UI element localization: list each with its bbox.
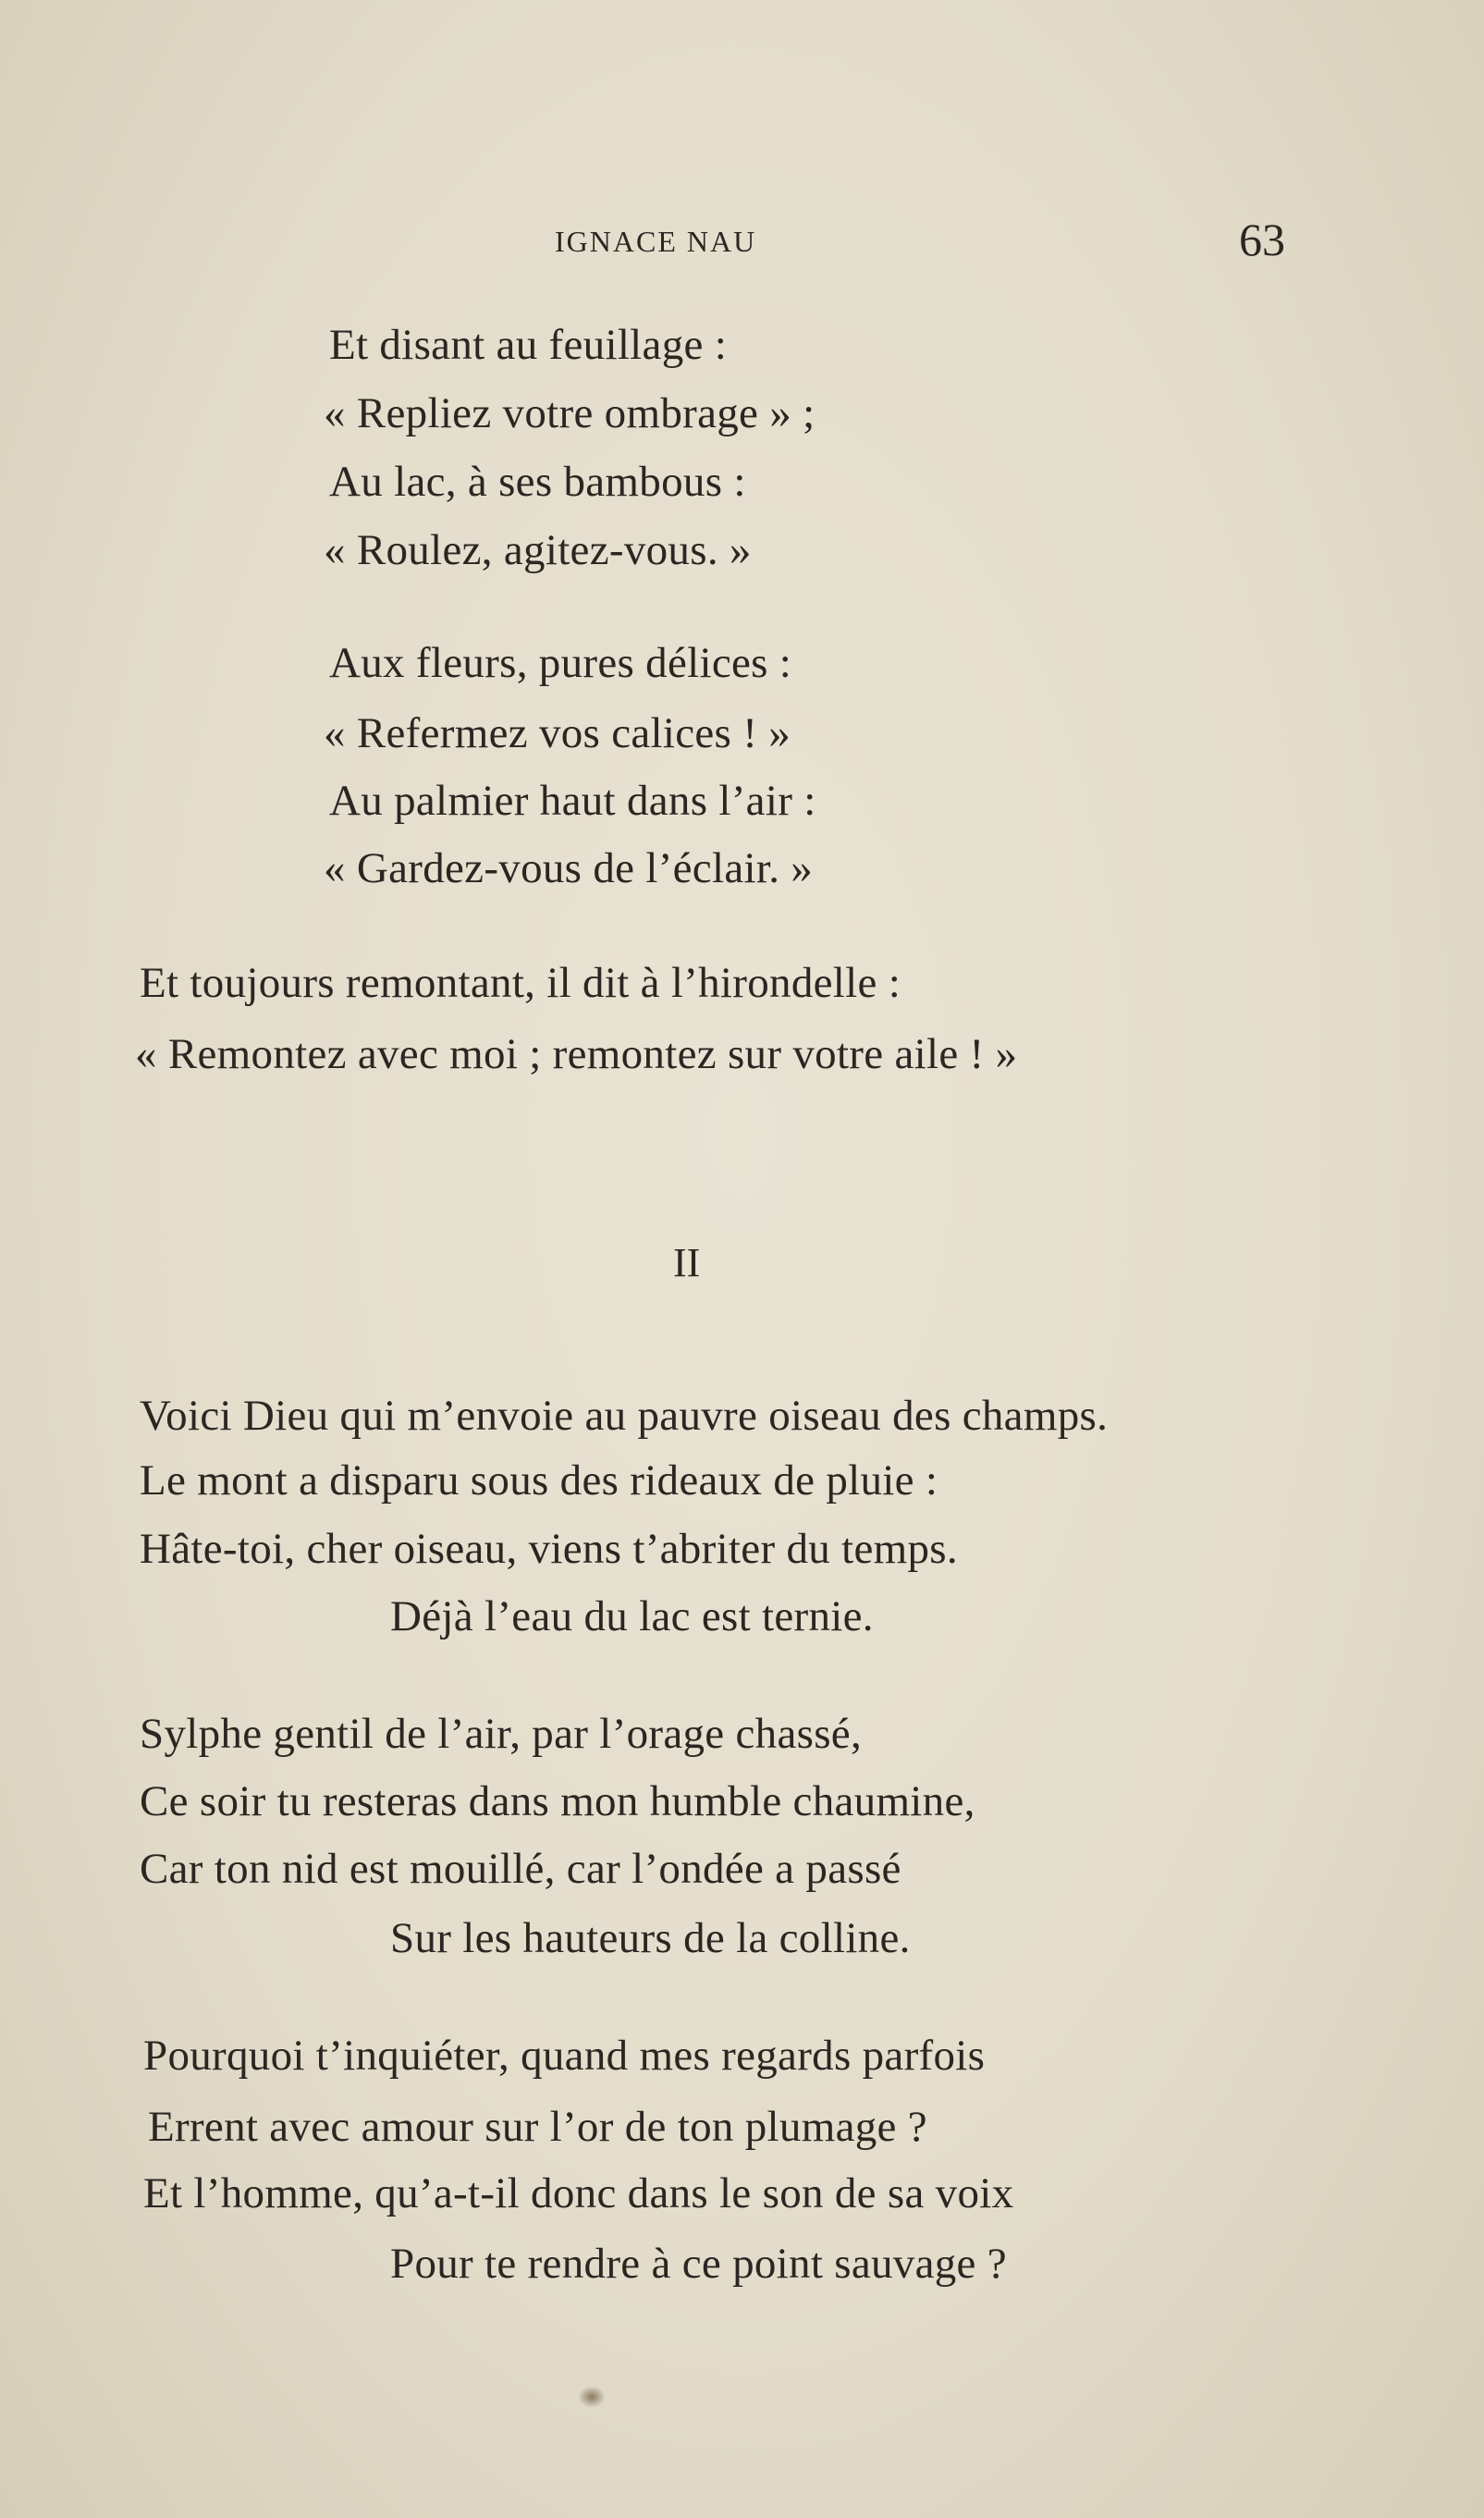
verse-line: « Repliez votre ombrage » ; <box>324 389 816 437</box>
verse-line: Et l’homme, qu’a-t-il donc dans le son de sa voix <box>143 2169 1014 2217</box>
verse-line: « Remontez avec moi ; remontez sur votre aile ! » <box>135 1030 1018 1078</box>
verse-line: Hâte-toi, cher oiseau, viens t’abriter du temps. <box>140 1525 958 1573</box>
verse-line: Ce soir tu resteras dans mon humble chaumine, <box>140 1777 975 1825</box>
verse-line: Errent avec amour sur l’or de ton plumage ? <box>148 2103 927 2151</box>
verse-line: Et toujours remontant, il dit à l’hirondelle : <box>140 959 901 1007</box>
verse-line: « Roulez, agitez-vous. » <box>324 526 752 574</box>
verse-line: Sur les hauteurs de la colline. <box>390 1914 911 1962</box>
verse-line: Sylphe gentil de l’air, par l’orage chassé, <box>140 1710 863 1758</box>
verse-line: « Gardez-vous de l’éclair. » <box>324 844 814 892</box>
verse-line: Le mont a disparu sous des rideaux de pluie : <box>140 1456 938 1505</box>
verse-line: Déjà l’eau du lac est ternie. <box>390 1592 874 1640</box>
verse-line: Pour te rendre à ce point sauvage ? <box>390 2240 1007 2288</box>
paper-stain <box>578 2386 606 2408</box>
verse-line: Voici Dieu qui m’envoie au pauvre oiseau des champs. <box>140 1392 1109 1440</box>
verse-line: Au palmier haut dans l’air : <box>329 777 816 825</box>
running-title: IGNACE NAU <box>555 225 757 258</box>
section-number: II <box>673 1240 701 1285</box>
verse-line: Car ton nid est mouillé, car l’ondée a passé <box>140 1845 901 1893</box>
page-number: 63 <box>1239 214 1285 265</box>
verse-line: « Refermez vos calices ! » <box>324 709 791 757</box>
verse-line: Au lac, à ses bambous : <box>329 458 746 506</box>
verse-line: Pourquoi t’inquiéter, quand mes regards parfois <box>143 2032 986 2080</box>
verse-line: Aux fleurs, pures délices : <box>329 639 792 687</box>
verse-line: Et disant au feuillage : <box>329 321 728 369</box>
